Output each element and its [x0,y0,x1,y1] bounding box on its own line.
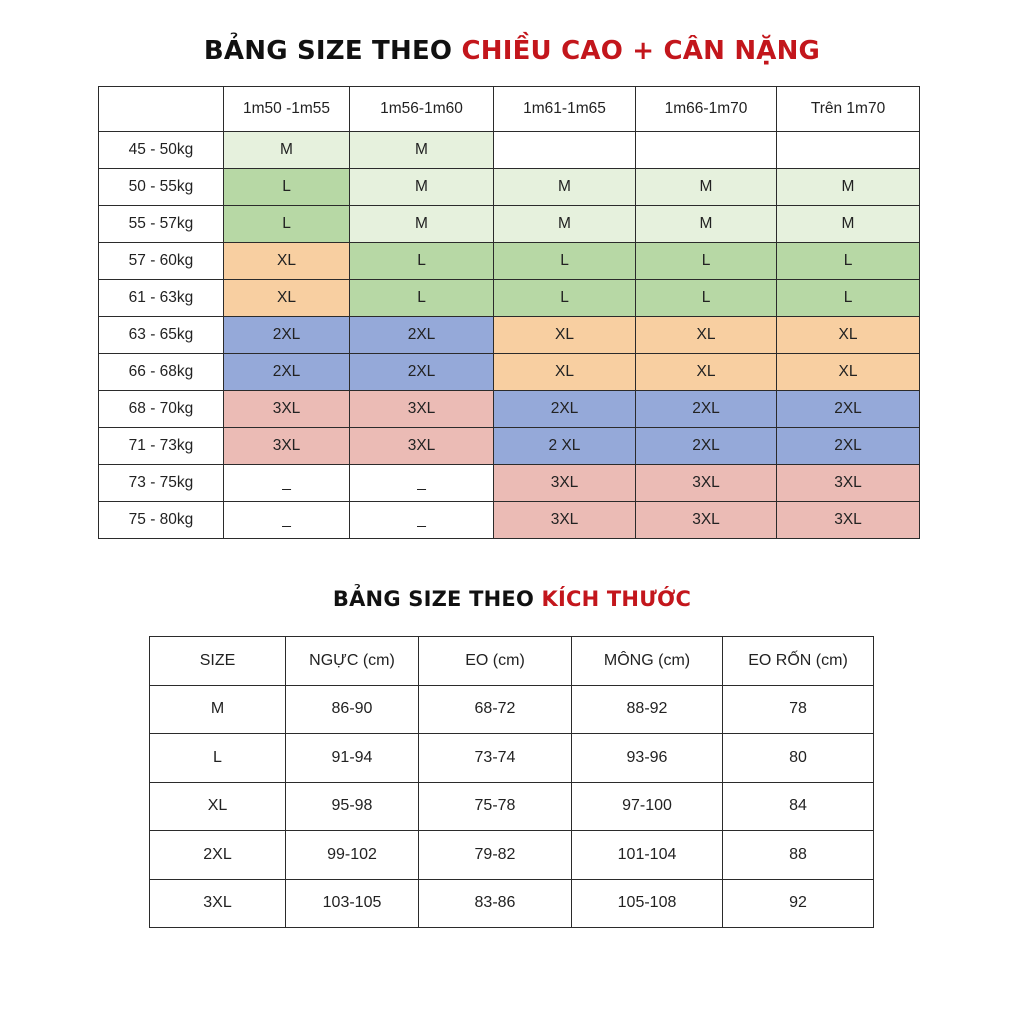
size-cell: L [777,243,920,280]
size-cell [494,132,636,169]
size-cell: 3XL [494,465,636,502]
size-cell: 2XL [636,391,777,428]
measurement-cell: 80 [723,734,874,783]
size-label: L [150,734,286,783]
size-cell: M [494,206,636,243]
size-cell: 3XL [636,502,777,539]
size-cell: 3XL [636,465,777,502]
size-cell: _ [350,465,494,502]
measurement-cell: 93-96 [572,734,723,783]
size-cell: XL [224,243,350,280]
table-row [99,280,920,317]
size-cell: M [350,206,494,243]
height-weight-title [0,36,1024,66]
size-cell: 2XL [224,354,350,391]
table-row [99,465,920,502]
measurement-cell: 75-78 [419,782,572,831]
size-cell: 3XL [350,391,494,428]
measurement-cell: 95-98 [286,782,419,831]
size-cell: L [350,280,494,317]
size-cell: L [636,280,777,317]
measurement-cell: 92 [723,879,874,928]
title-prefix: BẢNG SIZE THEO [332,587,542,611]
table-row [150,734,874,783]
weight-range-label: 66 - 68kg [99,354,224,391]
size-cell: 2XL [636,428,777,465]
table-row [99,391,920,428]
measurement-column-header: MÔNG (cm) [572,637,723,686]
measurement-title [0,587,1024,611]
measurement-cell: 79-82 [419,831,572,880]
measurement-cell: 84 [723,782,874,831]
title-prefix: BẢNG SIZE THEO [203,36,462,66]
measurement-column-header: EO RỐN (cm) [723,637,874,686]
size-cell: 2XL [350,354,494,391]
size-cell: _ [224,502,350,539]
measurement-cell: 103-105 [286,879,419,928]
size-cell: L [494,243,636,280]
measurement-cell: 86-90 [286,685,419,734]
height-column-header: 1m56-1m60 [350,87,494,132]
size-cell: M [494,169,636,206]
height-weight-size-table [98,86,920,539]
weight-range-label: 73 - 75kg [99,465,224,502]
size-cell: XL [636,354,777,391]
size-cell: L [777,280,920,317]
size-cell: M [636,169,777,206]
weight-range-label: 50 - 55kg [99,169,224,206]
size-cell: M [224,132,350,169]
size-cell [777,132,920,169]
corner-cell [99,87,224,132]
header-row [99,87,920,132]
weight-range-label: 71 - 73kg [99,428,224,465]
table-row [99,317,920,354]
measurement-column-header: NGỰC (cm) [286,637,419,686]
size-cell: 3XL [494,502,636,539]
measurement-column-header: SIZE [150,637,286,686]
measurement-cell: 88-92 [572,685,723,734]
size-cell: M [636,206,777,243]
size-cell: 3XL [777,502,920,539]
measurement-cell: 78 [723,685,874,734]
weight-range-label: 63 - 65kg [99,317,224,354]
table-row [99,132,920,169]
table-row [99,502,920,539]
size-cell: M [777,206,920,243]
height-column-header: 1m50 -1m55 [224,87,350,132]
measurement-cell: 105-108 [572,879,723,928]
measurement-column-header: EO (cm) [419,637,572,686]
height-column-header: 1m61-1m65 [494,87,636,132]
size-cell: XL [494,317,636,354]
size-cell: XL [636,317,777,354]
size-cell: 2XL [224,317,350,354]
size-label: M [150,685,286,734]
measurement-cell: 101-104 [572,831,723,880]
size-cell: L [350,243,494,280]
size-cell: XL [777,317,920,354]
size-cell: 2XL [494,391,636,428]
size-cell: 2XL [777,391,920,428]
size-cell: _ [350,502,494,539]
table-row [150,782,874,831]
size-cell: 2 XL [494,428,636,465]
size-cell: M [350,132,494,169]
size-cell: M [350,169,494,206]
weight-range-label: 57 - 60kg [99,243,224,280]
table-row [99,169,920,206]
weight-range-label: 61 - 63kg [99,280,224,317]
size-cell: L [224,206,350,243]
table-row [99,206,920,243]
height-column-header: 1m66-1m70 [636,87,777,132]
title-highlight: CHIỀU CAO + CÂN NẶNG [461,36,821,66]
height-column-header: Trên 1m70 [777,87,920,132]
size-cell: 3XL [777,465,920,502]
weight-range-label: 75 - 80kg [99,502,224,539]
size-cell: L [494,280,636,317]
measurement-cell: 73-74 [419,734,572,783]
measurement-size-table [149,636,874,928]
size-label: 3XL [150,879,286,928]
size-cell: 3XL [224,391,350,428]
header-row [150,637,874,686]
weight-range-label: 68 - 70kg [99,391,224,428]
size-cell: XL [494,354,636,391]
measurement-cell: 83-86 [419,879,572,928]
table-row [150,831,874,880]
size-cell: M [777,169,920,206]
size-cell: _ [224,465,350,502]
weight-range-label: 45 - 50kg [99,132,224,169]
weight-range-label: 55 - 57kg [99,206,224,243]
table-row [99,354,920,391]
measurement-cell: 97-100 [572,782,723,831]
measurement-cell: 99-102 [286,831,419,880]
title-highlight: KÍCH THƯỚC [541,587,692,611]
table-row [99,243,920,280]
size-cell: 3XL [224,428,350,465]
table-row [150,685,874,734]
size-cell: XL [224,280,350,317]
measurement-cell: 68-72 [419,685,572,734]
size-label: XL [150,782,286,831]
size-cell [636,132,777,169]
size-cell: 2XL [350,317,494,354]
size-cell: 3XL [350,428,494,465]
size-cell: L [636,243,777,280]
size-cell: L [224,169,350,206]
table-row [150,879,874,928]
size-cell: XL [777,354,920,391]
measurement-cell: 88 [723,831,874,880]
table-row [99,428,920,465]
size-label: 2XL [150,831,286,880]
size-cell: 2XL [777,428,920,465]
measurement-cell: 91-94 [286,734,419,783]
